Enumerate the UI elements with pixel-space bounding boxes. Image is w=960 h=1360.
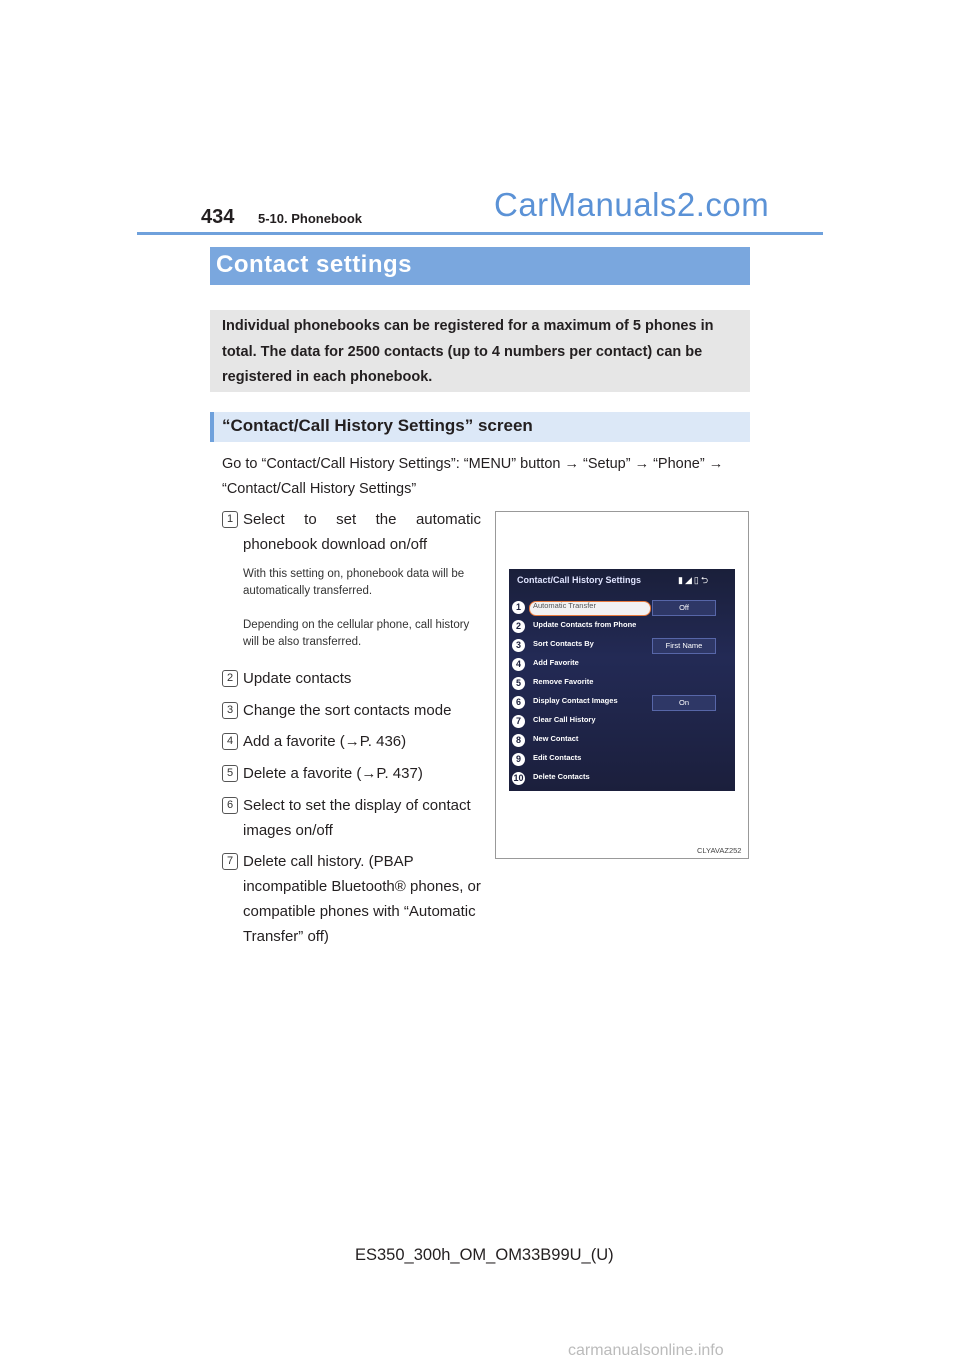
screen-title: Contact/Call History Settings — [517, 575, 642, 585]
row-number: 10 — [513, 773, 524, 783]
row-label: Display Contact Images — [533, 696, 618, 705]
navigation-path: Go to “Contact/Call History Settings”: “MENU” button → “Setup” → “Phone” → “Contact/Call History Settings” — [222, 456, 724, 497]
figure-code: CLYAVAZ252 — [697, 846, 742, 855]
subheading: “Contact/Call History Settings” screen — [222, 416, 533, 435]
row-label: Remove Favorite — [533, 677, 594, 686]
screen-row[interactable] — [512, 599, 717, 617]
footer-watermark: carmanualsonline.info — [568, 1342, 724, 1359]
section-title: 5-10. Phonebook — [258, 211, 363, 226]
row-number: 5 — [512, 677, 525, 690]
row-number: 1 — [512, 601, 525, 614]
row-label: Add Favorite — [533, 658, 579, 667]
item-number: 4 — [222, 733, 238, 750]
row-label: Sort Contacts By — [533, 639, 594, 648]
row-number: 3 — [512, 639, 525, 652]
item-note: With this setting on, phonebook data will be automatically transferred. — [243, 568, 465, 597]
row-label: Delete Contacts — [533, 772, 590, 781]
item-text: Update contacts — [243, 670, 352, 687]
header-divider — [137, 232, 823, 235]
footer-code: ES350_300h_OM_OM33B99U_(U) — [355, 1246, 614, 1264]
row-number: 6 — [512, 696, 525, 709]
page-title: Contact settings — [216, 251, 413, 278]
item-number: 3 — [222, 702, 238, 719]
item-note: Depending on the cellular phone, call history will be also transferred. — [243, 619, 470, 648]
row-label: Edit Contacts — [533, 753, 582, 762]
item-text: Change the sort contacts mode — [243, 702, 452, 719]
screen-row[interactable] — [512, 732, 717, 750]
item-number: 5 — [222, 765, 238, 782]
watermark-logo: CarManuals2.com — [494, 186, 770, 223]
status-icons: ▮◢▯⮌ — [678, 575, 711, 585]
row-value[interactable]: First Name — [652, 638, 716, 654]
row-label: Automatic Transfer — [533, 601, 596, 610]
intro-text: Individual phonebooks can be registered for a maximum of 5 phones in total. The data for 2500 contacts (up to 4 numbers per contact) can be registered in each phonebook. — [222, 318, 714, 385]
screen-row[interactable] — [512, 656, 717, 674]
screen-row[interactable] — [512, 637, 717, 655]
screen-row[interactable] — [512, 618, 717, 636]
item-number: 2 — [222, 670, 238, 687]
screen-row[interactable] — [512, 713, 717, 731]
row-value[interactable]: Off — [652, 600, 716, 616]
item-text: Select to set the display of contact images on/off — [243, 797, 471, 839]
item-number: 6 — [222, 797, 238, 814]
page-number: 434 — [201, 206, 235, 228]
screen-row[interactable] — [512, 694, 717, 712]
row-value[interactable]: On — [652, 695, 716, 711]
row-label: Update Contacts from Phone — [533, 620, 637, 629]
row-number: 7 — [512, 715, 525, 728]
screen-row[interactable] — [512, 675, 717, 693]
row-number: 8 — [512, 734, 525, 747]
item-text: Select to set the automatic phonebook download on/off — [243, 511, 481, 553]
screen-row[interactable] — [512, 770, 717, 788]
item-number: 7 — [222, 853, 238, 870]
item-text: Add a favorite (→P. 436) — [243, 733, 407, 750]
item-text: Delete a favorite (→P. 437) — [243, 765, 423, 782]
item-text: Delete call history. (PBAP incompatible Bluetooth® phones, or compatible phones with “Automatic Transfer” off) — [243, 853, 481, 945]
row-number: 9 — [512, 753, 525, 766]
row-number: 2 — [512, 620, 525, 633]
row-number: 4 — [512, 658, 525, 671]
row-label: Clear Call History — [533, 715, 596, 724]
item-number: 1 — [222, 511, 238, 528]
row-label: New Contact — [533, 734, 579, 743]
screen-row[interactable] — [512, 751, 717, 769]
